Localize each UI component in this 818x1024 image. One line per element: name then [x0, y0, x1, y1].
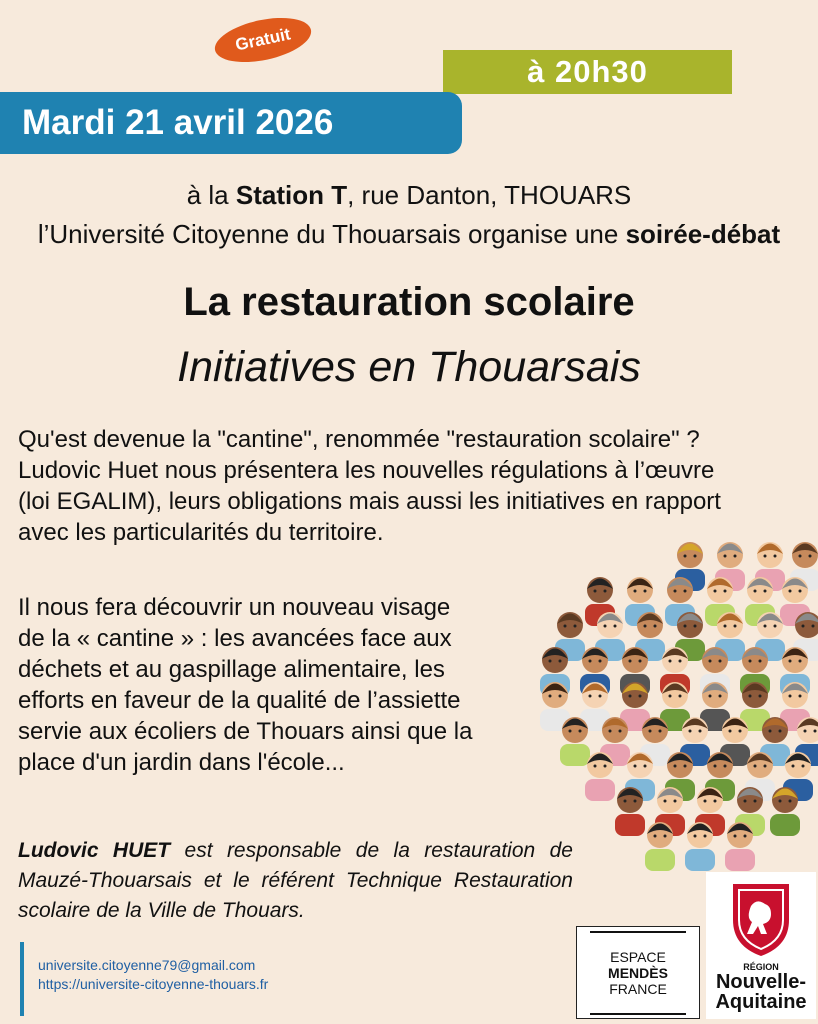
logo-text: MENDÈS — [608, 964, 668, 981]
paragraph-line: (loi EGALIM), leurs obligations mais aussi les initiatives en rapport — [18, 488, 721, 515]
crowd-illustration — [540, 535, 818, 875]
region-nouvelle-aquitaine-logo — [706, 872, 816, 1019]
organizer-line — [0, 219, 818, 250]
venue-name: Station T — [235, 180, 348, 210]
description-paragraph-2 — [18, 592, 553, 778]
region-label: RÉGION — [743, 962, 779, 972]
speaker-description: est responsable de la restauration de Mauzé-Thouarsais et le référent Technique Restauration scolaire de la Ville de Thouars. — [18, 839, 573, 922]
paragraph-line: de la « cantine » : les avancées face aux — [18, 625, 452, 652]
paragraph-line: servie aux écoliers de Thouars ainsi que la — [18, 718, 473, 745]
time-banner: à 20h30 — [443, 50, 732, 94]
paragraph-line: avec les particularités du territoire. — [18, 519, 384, 546]
event-title: La restauration scolaire — [183, 280, 635, 324]
organizer-text: l’Université Citoyenne du Thouarsais organise une — [37, 219, 626, 249]
paragraph-line: place d'un jardin dans l'école... — [18, 749, 345, 776]
event-type: soirée-débat — [625, 219, 781, 249]
region-name-line: Nouvelle- — [715, 971, 807, 993]
paragraph-line: efforts en faveur de la qualité de l’assiette — [18, 687, 461, 714]
date-banner: Mardi 21 avril 2026 — [0, 92, 462, 154]
speaker-bio — [18, 836, 573, 926]
region-name-line: Aquitaine — [715, 991, 807, 1013]
venue-address: , rue Danton, THOUARS — [347, 180, 632, 210]
logo-text: FRANCE — [609, 980, 667, 997]
contact-block — [20, 942, 268, 1016]
logo-text: ESPACE — [610, 948, 666, 965]
free-badge: Gratuit — [211, 10, 315, 70]
venue-line — [0, 180, 818, 211]
event-subtitle: Initiatives en Thouarsais — [177, 343, 641, 391]
contact-website[interactable]: https://universite-citoyenne-thouars.fr — [38, 976, 269, 992]
espace-mendes-france-logo — [576, 926, 700, 1019]
description-paragraph-1 — [18, 424, 818, 548]
speaker-name: Ludovic HUET — [18, 839, 171, 862]
paragraph-line: Ludovic Huet nous présentera les nouvelles régulations à l’œuvre — [18, 457, 715, 484]
paragraph-line: Qu'est devenue la "cantine", renommée "restauration scolaire" ? — [18, 426, 700, 453]
contact-email[interactable]: universite.citoyenne79@gmail.com — [38, 957, 256, 973]
paragraph-line: déchets et au gaspillage alimentaire, les — [18, 656, 445, 683]
lion-shield-icon — [729, 880, 793, 958]
venue-prefix: à la — [186, 180, 236, 210]
paragraph-line: Il nous fera découvrir un nouveau visage — [18, 594, 451, 621]
